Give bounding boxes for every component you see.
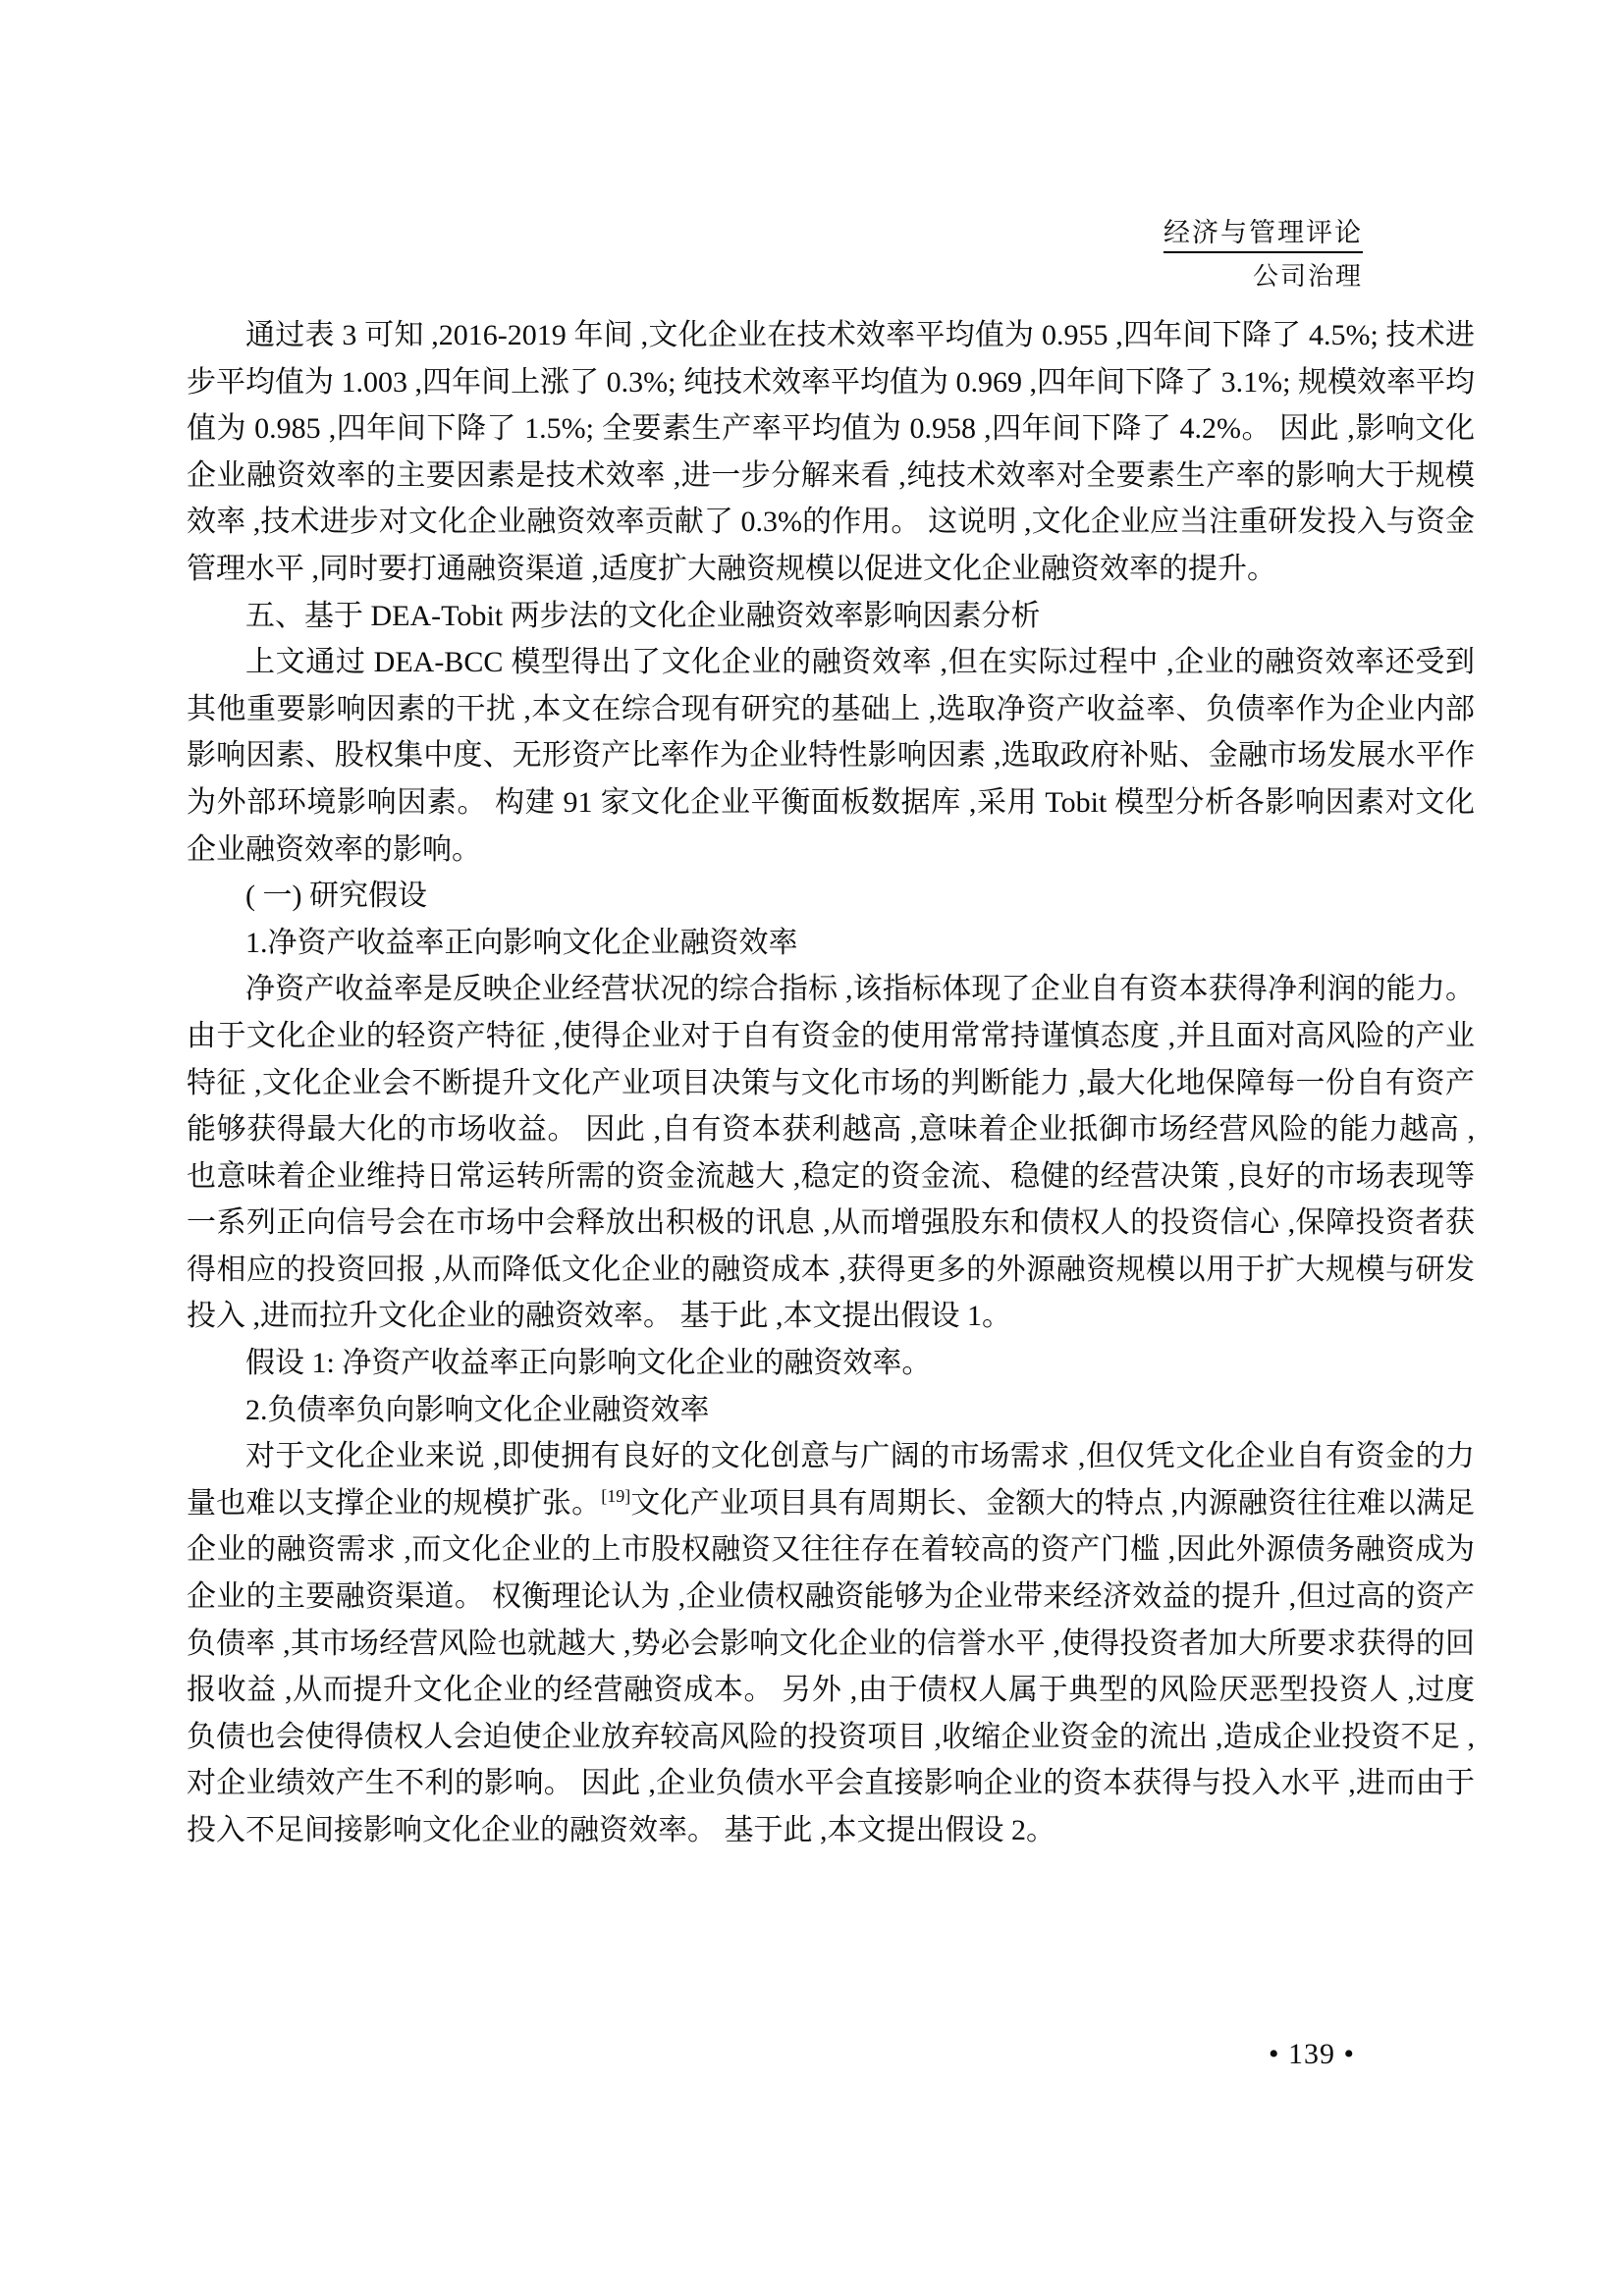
text-run: 对于文化企业来说 ,即使拥有良好的文化创意与广阔的市场需求 ,但仅凭文化企业自有资金的力量也难以支撑企业的规模扩张。 [187, 1440, 1475, 1520]
subheading-research-hypotheses [187, 873, 1475, 920]
hypothesis-1 [187, 1340, 1475, 1387]
footnote-ref: [19] [601, 1485, 631, 1506]
subheading-debt-ratio [187, 1387, 1475, 1434]
paragraph-tobit-intro [187, 639, 1475, 873]
page-header [1163, 218, 1363, 292]
text-run: 通过表 3 可知 ,2016-2019 年间 ,文化企业在技术效率平均值为 0.955 ,四年间下降了 4.5%; 技术进步平均值为 1.003 ,四年间上涨了 0.3%; 纯技术效率平均值为 0.969 ,四年间下降了 3.1%; 规模效率平均值为 0.985 ,四年间下降了 1.5%; 全要素生产率平均值为 0.958 ,四年间下降了 4.2%。 因此 ,影响文化企业融资效率的主要因素是技术效率 ,进一步分解来看 ,纯技术效率对全要素生产率的影响大于规模效率 ,技术进步对文化企业融资效率贡献了 0.3%的作用。 这说明 ,文化企业应当注重研发投入与资金管理水平 ,同时要打通融资渠道 ,适度扩大融资规模以促进文化企业融资效率的提升。 [187, 319, 1475, 585]
page-footer [1269, 2038, 1355, 2071]
journal-title: 经济与管理评论 [1163, 218, 1363, 253]
text-run: 1.净资产收益率正向影响文化企业融资效率 [245, 926, 798, 959]
text-run: 上文通过 DEA-BCC 模型得出了文化企业的融资效率 ,但在实际过程中 ,企业的融资效率还受到其他重要影响因素的干扰 ,本文在综合现有研究的基础上 ,选取净资产收益率、负债率作为企业内部影响因素、股权集中度、无形资产比率作为企业特性影响因素 ,选取政府补贴、金融市场发展水平作为外部环境影响因素。 构建 91 家文化企业平衡面板数据库 ,采用 Tobit 模型分析各影响因素对文化企业融资效率的影响。 [187, 646, 1475, 866]
column-title: 公司治理 [1252, 262, 1363, 292]
paragraph-roe-discussion [187, 966, 1475, 1340]
text-run: 文化产业项目具有周期长、金额大的特点 ,内源融资往往难以满足企业的融资需求 ,而文化企业的上市股权融资又往往存在着较高的资产门槛 ,因此外源债务融资成为企业的主要融资渠道。 权衡理论认为 ,企业债权融资能够为企业带来经济效益的提升 ,但过高的资产负债率 ,其市场经营风险也就越大 ,势必会影响文化企业的信誉水平 ,使得投资者加大所要求获得的回报收益 ,从而提升文化企业的经营融资成本。 另外 ,由于债权人属于典型的风险厌恶型投资人 ,过度负债也会使得债权人会迫使企业放弃较高风险的投资项目 ,收缩企业资金的流出 ,造成企业投资不足 ,对企业绩效产生不利的影响。 因此 ,企业负债水平会直接影响企业的资本获得与投入水平 ,进而由于投入不足间接影响文化企业的融资效率。 基于此 ,本文提出假设 2。 [187, 1486, 1476, 1846]
text-run: 净资产收益率是反映企业经营状况的综合指标 ,该指标体现了企业自有资本获得净利润的能力。 由于文化企业的轻资产特征 ,使得企业对于自有资金的使用常常持谨慎态度 ,并且面对高风险的产业特征 ,文化企业会不断提升文化产业项目决策与文化市场的判断能力 ,最大化地保障每一份自有资产能够获得最大化的市场收益。 因此 ,自有资本获利越高 ,意味着企业抵御市场经营风险的能力越高 ,也意味着企业维持日常运转所需的资金流越大 ,稳定的资金流、稳健的经营决策 ,良好的市场表现等一系列正向信号会在市场中会释放出积极的讯息 ,从而增强股东和债权人的投资信心 ,保障投资者获得相应的投资回报 ,从而降低文化企业的融资成本 ,获得更多的外源融资规模以用于扩大规模与研发投入 ,进而拉升文化企业的融资效率。 基于此 ,本文提出假设 1。 [187, 973, 1475, 1333]
subheading-roe [187, 920, 1475, 967]
page-number: • 139 • [1268, 2038, 1355, 2070]
text-run: ( 一) 研究假设 [245, 880, 427, 913]
text-run: 假设 1: 净资产收益率正向影响文化企业的融资效率。 [245, 1347, 932, 1380]
section-heading-five [187, 593, 1475, 640]
paragraph-debt-discussion [187, 1433, 1475, 1853]
article-body [187, 312, 1475, 1854]
text-run: 五、基于 DEA-Tobit 两步法的文化企业融资效率影响因素分析 [245, 599, 1041, 632]
text-run: 2.负债率负向影响文化企业融资效率 [245, 1393, 710, 1426]
paragraph-tfp-analysis [187, 312, 1475, 593]
